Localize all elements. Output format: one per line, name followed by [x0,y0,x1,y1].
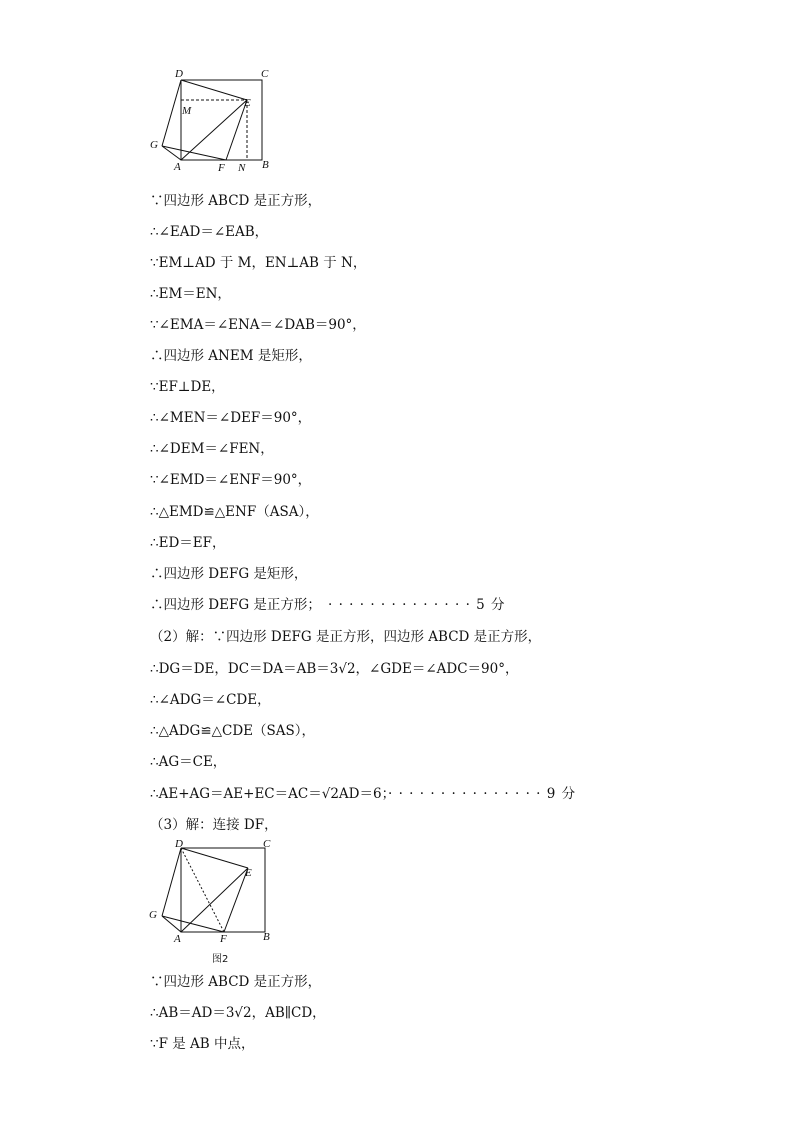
figure-2-caption: 图2 [212,954,229,965]
label-E: E [244,97,251,109]
text-line-8: ∴∠MEN＝∠DEF＝90°， [150,410,312,426]
text-line-14: ∴四边形 DEFG 是正方形； [150,597,321,613]
text-line-15: （2）解：∵四边形 DEFG 是正方形，四边形 ABCD 是正方形， [150,629,542,645]
text-line-1: ∵四边形 ABCD 是正方形， [150,193,322,209]
figure-2-svg [140,834,290,964]
score-marker-5: · · · · · · · · · · · · · · 5 分 [328,597,506,613]
text-line-18: ∴△ADG≌△CDE（SAS）， [150,723,316,739]
text-line-22: ∵四边形 ABCD 是正方形， [150,974,322,990]
text-line-9: ∴∠DEM＝∠FEN， [150,441,274,457]
text-line-2: ∴∠EAD＝∠EAB， [150,224,269,240]
geometry-figure-2 [140,834,290,964]
score-marker-9: · · · · · · · · · · · · · · · 9 分 [388,786,577,802]
label-F: F [220,933,227,945]
label-C: C [261,68,269,80]
label-B: B [263,931,270,943]
label-D: D [175,68,183,80]
text-line-20: ∴AE+AG＝AE+EC＝AC＝√2AD＝6； [150,786,396,802]
text-line-10: ∵∠EMD＝∠ENF＝90°， [150,472,312,488]
figure-1-svg [140,62,290,177]
text-line-17: ∴∠ADG＝∠CDE， [150,692,271,708]
text-line-21: （3）解：连接 DF， [150,817,278,833]
label-E: E [245,867,252,879]
text-line-5: ∵∠EMA＝∠ENA＝∠DAB＝90°， [150,317,366,333]
label-G: G [150,139,158,151]
text-line-16: ∴DG＝DE，DC＝DA＝AB＝3√2，∠GDE＝∠ADC＝90°， [150,661,519,677]
geometry-figure-1 [140,62,290,177]
text-line-13: ∴四边形 DEFG 是矩形， [150,566,308,582]
text-line-23: ∴AB＝AD＝3√2，AB∥CD， [150,1005,326,1021]
text-line-4: ∴EM＝EN， [150,286,231,302]
label-N: N [238,162,246,174]
text-line-11: ∴△EMD≌△ENF（ASA）， [150,504,319,520]
label-A: A [174,161,181,173]
text-line-12: ∴ED＝EF， [150,535,226,551]
label-M: M [182,105,192,117]
label-C: C [263,838,271,850]
label-B: B [262,159,269,171]
text-line-6: ∴四边形 ANEM 是矩形， [150,348,312,364]
text-line-24: ∵F 是 AB 中点， [150,1036,255,1052]
text-line-19: ∴AG＝CE， [150,754,227,770]
text-line-7: ∵EF⊥DE， [150,379,225,395]
text-line-3: ∵EM⊥AD 于 M，EN⊥AB 于 N， [150,255,367,271]
label-F: F [218,162,225,174]
label-A: A [174,933,181,945]
label-D: D [175,838,183,850]
label-G: G [149,909,157,921]
